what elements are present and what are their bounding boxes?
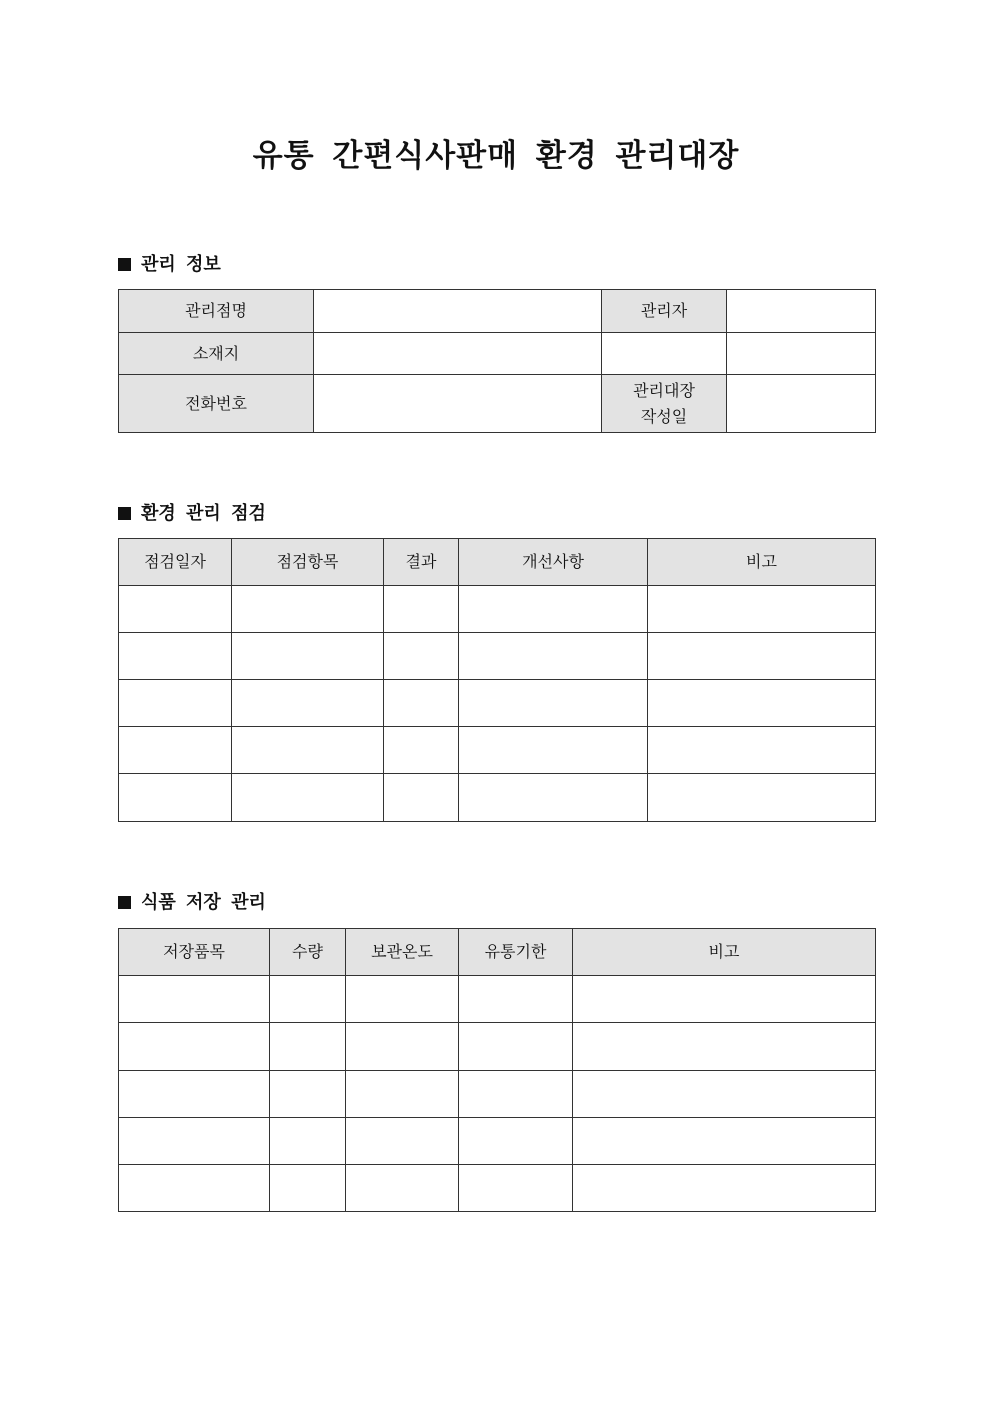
- storage-col-item: 저장품목: [119, 929, 270, 976]
- table-cell[interactable]: [648, 727, 876, 774]
- section-heading-inspection: [118, 501, 266, 527]
- square-bullet-icon: [118, 507, 131, 520]
- section-heading-storage-label: 식품 저장 관리: [141, 892, 266, 913]
- store-name-field[interactable]: [314, 290, 602, 333]
- location-label: 소재지: [119, 333, 314, 375]
- table-cell[interactable]: [119, 727, 232, 774]
- table-cell[interactable]: [119, 1071, 270, 1118]
- phone-label: 전화번호: [119, 375, 314, 433]
- storage-col-remarks: 비고: [573, 929, 876, 976]
- table-cell[interactable]: [459, 680, 648, 727]
- table-row: [119, 586, 876, 633]
- table-cell[interactable]: [346, 1071, 459, 1118]
- table-cell[interactable]: [573, 976, 876, 1023]
- table-cell[interactable]: [346, 1023, 459, 1071]
- inspection-col-date: 점검일자: [119, 539, 232, 586]
- table-cell[interactable]: [648, 680, 876, 727]
- table-cell[interactable]: [270, 976, 346, 1023]
- table-cell[interactable]: [232, 727, 384, 774]
- written-date-label: [602, 375, 727, 433]
- square-bullet-icon: [118, 258, 131, 271]
- table-cell[interactable]: [459, 1071, 573, 1118]
- storage-col-quantity: 수량: [270, 929, 346, 976]
- table-cell[interactable]: [459, 976, 573, 1023]
- table-cell[interactable]: [119, 976, 270, 1023]
- table-row: [119, 1165, 876, 1212]
- written-date-label-line1: 관리대장: [633, 380, 695, 400]
- section-heading-inspection-label: 환경 관리 점검: [141, 503, 266, 524]
- table-cell[interactable]: [459, 586, 648, 633]
- table-cell[interactable]: [573, 1071, 876, 1118]
- table-cell[interactable]: [270, 1165, 346, 1212]
- table-cell[interactable]: [119, 1023, 270, 1071]
- table-row: [119, 774, 876, 822]
- phone-field[interactable]: [314, 375, 602, 433]
- page-title: 유통 간편식사판매 환경 관리대장: [252, 138, 740, 174]
- table-cell[interactable]: [346, 976, 459, 1023]
- table-cell[interactable]: [459, 1118, 573, 1165]
- section-heading-info-label: 관리 정보: [141, 254, 221, 275]
- table-cell[interactable]: [119, 633, 232, 680]
- section-heading-info: [118, 252, 221, 278]
- table-cell[interactable]: [459, 727, 648, 774]
- table-row: [119, 633, 876, 680]
- table-cell[interactable]: [346, 1165, 459, 1212]
- table-cell[interactable]: [119, 586, 232, 633]
- table-cell[interactable]: [384, 774, 459, 822]
- table-row: [119, 680, 876, 727]
- table-cell[interactable]: [384, 727, 459, 774]
- written-date-field[interactable]: [727, 375, 876, 433]
- table-row: [119, 727, 876, 774]
- info-table: [118, 289, 876, 433]
- storage-table: [118, 928, 876, 1212]
- table-cell[interactable]: [119, 1118, 270, 1165]
- storage-col-expiry: 유통기한: [459, 929, 573, 976]
- location-field[interactable]: [314, 333, 602, 375]
- table-row: [119, 1023, 876, 1071]
- extra-field-a[interactable]: [602, 333, 727, 375]
- table-cell[interactable]: [119, 680, 232, 727]
- table-cell[interactable]: [573, 1023, 876, 1071]
- table-cell[interactable]: [384, 586, 459, 633]
- inspection-col-result: 결과: [384, 539, 459, 586]
- table-row: [119, 1071, 876, 1118]
- table-cell[interactable]: [573, 1118, 876, 1165]
- inspection-col-item: 점검항목: [232, 539, 384, 586]
- table-row: [119, 1118, 876, 1165]
- table-cell[interactable]: [119, 774, 232, 822]
- table-cell[interactable]: [232, 633, 384, 680]
- table-cell[interactable]: [270, 1023, 346, 1071]
- table-cell[interactable]: [346, 1118, 459, 1165]
- table-cell[interactable]: [270, 1118, 346, 1165]
- inspection-col-remarks: 비고: [648, 539, 876, 586]
- table-cell[interactable]: [232, 774, 384, 822]
- table-cell[interactable]: [648, 586, 876, 633]
- store-name-label: 관리점명: [119, 290, 314, 333]
- table-cell[interactable]: [459, 774, 648, 822]
- inspection-col-improvement: 개선사항: [459, 539, 648, 586]
- table-cell[interactable]: [384, 633, 459, 680]
- table-cell[interactable]: [573, 1165, 876, 1212]
- storage-col-temperature: 보관온도: [346, 929, 459, 976]
- table-cell[interactable]: [459, 633, 648, 680]
- table-cell[interactable]: [119, 1165, 270, 1212]
- table-row: [119, 976, 876, 1023]
- table-cell[interactable]: [648, 633, 876, 680]
- section-heading-storage: [118, 890, 266, 916]
- table-cell[interactable]: [648, 774, 876, 822]
- inspection-header-row: [119, 539, 876, 586]
- extra-field-b[interactable]: [727, 333, 876, 375]
- storage-header-row: [119, 929, 876, 976]
- table-cell[interactable]: [459, 1165, 573, 1212]
- manager-label: 관리자: [602, 290, 727, 333]
- square-bullet-icon: [118, 896, 131, 909]
- table-cell[interactable]: [384, 680, 459, 727]
- inspection-table: [118, 538, 876, 822]
- table-cell[interactable]: [270, 1071, 346, 1118]
- written-date-label-line2: 작성일: [640, 406, 688, 426]
- table-cell[interactable]: [459, 1023, 573, 1071]
- table-cell[interactable]: [232, 586, 384, 633]
- manager-field[interactable]: [727, 290, 876, 333]
- table-cell[interactable]: [232, 680, 384, 727]
